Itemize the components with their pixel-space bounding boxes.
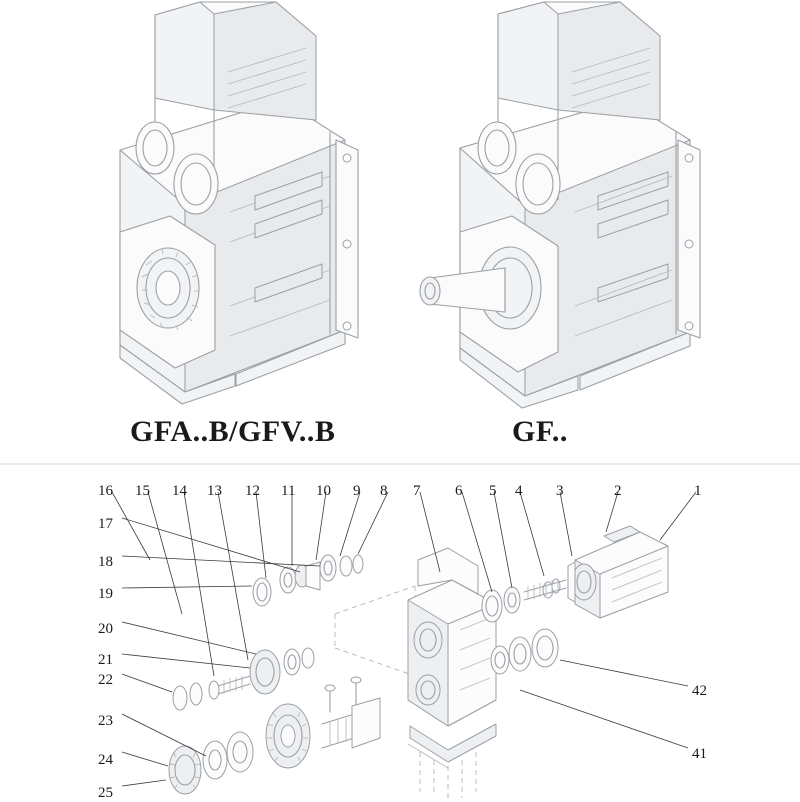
callout-left-23: 23	[98, 713, 113, 729]
caption-gf: GF..	[512, 415, 568, 448]
gearbox-view-right	[420, 2, 700, 408]
callout-top-13: 13	[207, 483, 222, 499]
callout-top-12: 12	[245, 483, 260, 499]
callout-left-19: 19	[98, 586, 113, 602]
callout-top-11: 11	[281, 483, 296, 499]
callout-top-3: 3	[556, 483, 564, 499]
callout-top-10: 10	[316, 483, 331, 499]
callout-left-24: 24	[98, 752, 113, 768]
callout-top-2: 2	[614, 483, 622, 499]
callout-top-14: 14	[172, 483, 187, 499]
callout-left-18: 18	[98, 554, 113, 570]
callout-left-17: 17	[98, 516, 113, 532]
callout-left-21: 21	[98, 652, 113, 668]
callout-left-25: 25	[98, 785, 113, 801]
callout-left-20: 20	[98, 621, 113, 637]
exploded-assembly-view	[112, 492, 696, 800]
callout-top-4: 4	[515, 483, 523, 499]
callout-top-6: 6	[455, 483, 463, 499]
callout-top-7: 7	[413, 483, 421, 499]
callout-right-42: 42	[692, 683, 707, 699]
callout-top-1: 1	[694, 483, 702, 499]
callout-top-15: 15	[135, 483, 150, 499]
callout-top-8: 8	[380, 483, 388, 499]
callout-right-41: 41	[692, 746, 707, 762]
caption-gfa-gfv: GFA..B/GFV..B	[130, 415, 336, 448]
callout-top-16: 16	[98, 483, 113, 499]
callout-top-5: 5	[489, 483, 497, 499]
callout-top-9: 9	[353, 483, 361, 499]
gearbox-view-left	[120, 2, 358, 404]
callout-left-22: 22	[98, 672, 113, 688]
